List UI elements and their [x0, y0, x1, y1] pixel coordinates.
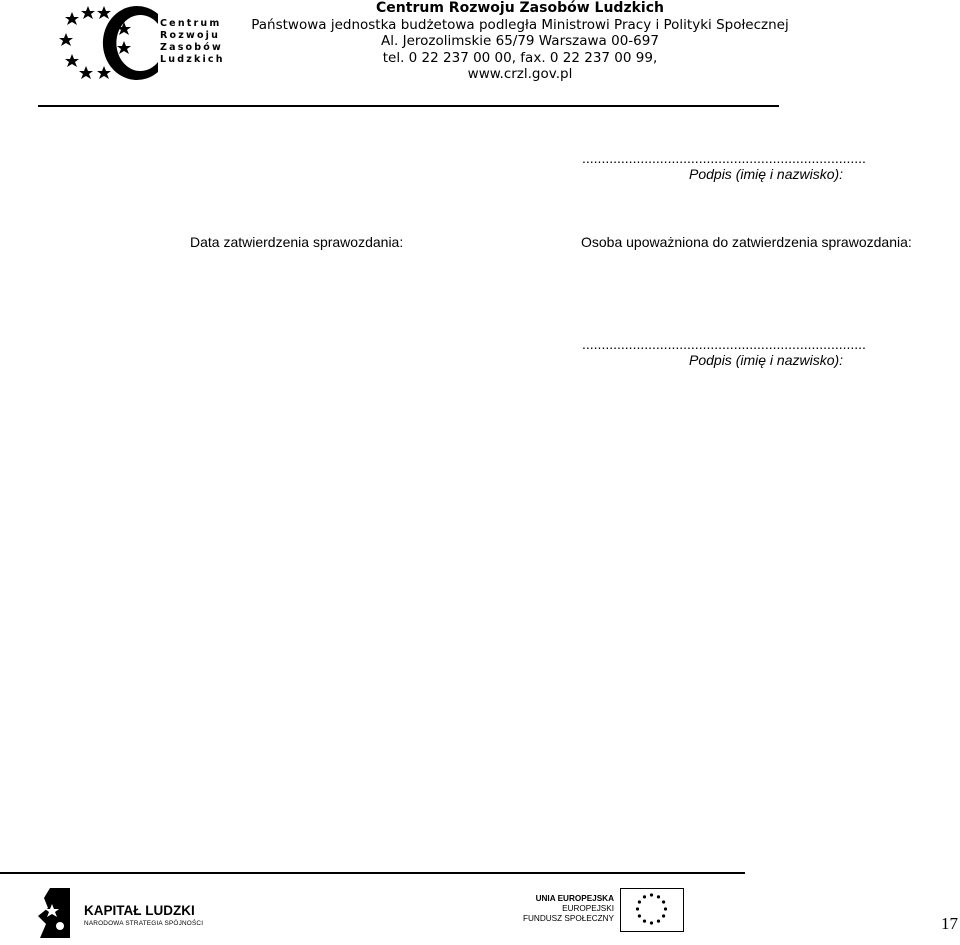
org-name: Centrum Rozwoju Zasobów Ludzkich	[376, 0, 664, 16]
org-address: Al. Jerozolimskie 65/79 Warszawa 00-697	[381, 33, 659, 49]
eu-flag-icon	[620, 888, 684, 932]
eu-line: UNIA EUROPEJSKA	[535, 894, 614, 903]
signature-label: Podpis (imię i nazwisko):	[689, 166, 844, 182]
header-divider	[38, 105, 779, 107]
signature-block-top	[582, 150, 866, 182]
logo-wordmark	[160, 18, 225, 66]
signature-line: .........................................................................	[582, 150, 866, 166]
signature-block-bottom	[582, 336, 866, 368]
crzl-logo	[58, 4, 225, 84]
eu-text	[510, 894, 614, 924]
kl-subtitle: NARODOWA STRATEGIA SPÓJNOŚCI	[84, 920, 204, 927]
crzl-c-stars-icon	[58, 4, 158, 84]
eu-line: FUNDUSZ SPOŁECZNY	[523, 914, 614, 923]
page-number: 17	[941, 914, 958, 933]
kapital-ludzki-emblem-icon	[36, 886, 76, 940]
organization-header	[250, 0, 790, 83]
kapital-ludzki-logo	[36, 886, 226, 940]
logo-line: Rozwoju	[160, 30, 221, 41]
org-subtitle: Państwowa jednostka budżetowa podległa Ministrowi Pracy i Polityki Społecznej	[251, 16, 789, 33]
org-phone-fax: tel. 0 22 237 00 00, fax. 0 22 237 00 99,	[382, 49, 658, 66]
logo-line: Ludzkich	[160, 54, 225, 65]
kl-title: KAPITAŁ LUDZKI	[84, 903, 195, 918]
logo-line: Zasobów	[160, 42, 223, 53]
signature-label: Podpis (imię i nazwisko):	[689, 352, 844, 368]
signature-line: .........................................................................	[582, 336, 866, 352]
logo-line: Centrum	[160, 18, 222, 29]
org-website: www.crzl.gov.pl	[467, 66, 573, 82]
approval-date-label: Data zatwierdzenia sprawozdania:	[190, 234, 404, 250]
footer-divider	[0, 872, 745, 874]
authorized-person-label: Osoba upoważniona do zatwierdzenia sprawozdania:	[581, 234, 912, 250]
eu-line: EUROPEJSKI	[562, 904, 614, 913]
